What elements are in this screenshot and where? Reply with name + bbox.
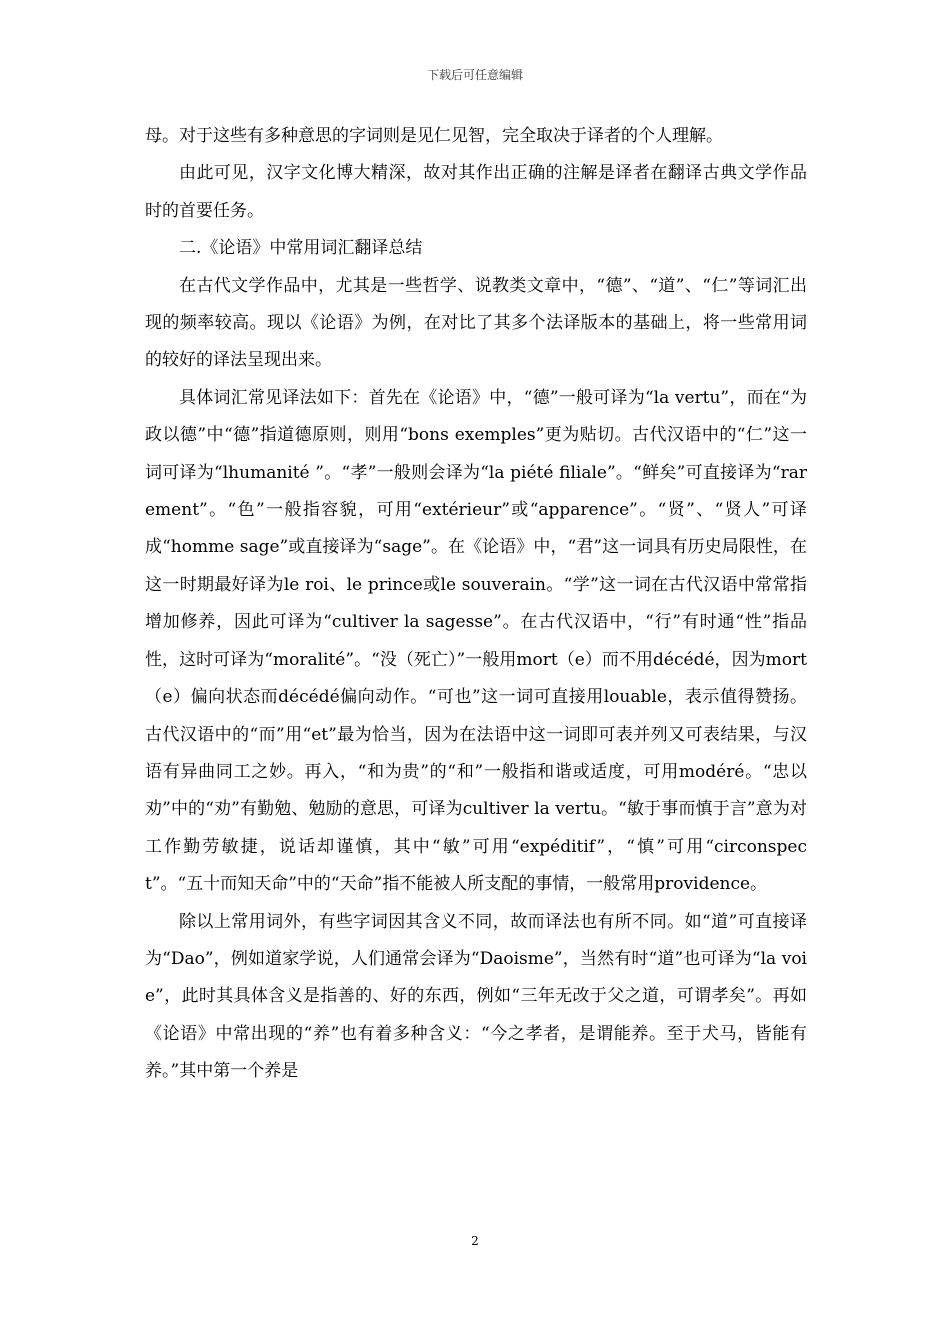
paragraph-variants: 除以上常用词外，有些字词因其含义不同，故而译法也有所不同。如“道”可直接译为“Dao”，例如道家学说，人们通常会译为“Daoisme”，当然有时“道”也可译为“la voie”，此时其具体含义是指善的、好的东西，例如“三年无改于父之道，可谓孝矣”。再如《论语》中常出现的“养”也有着多种含义：“今之孝者，是谓能养。至于犬马，皆能有养。”其中第一个养是 bbox=[145, 911, 807, 1082]
page-number: 2 bbox=[471, 1234, 479, 1248]
paragraph-conclusion: 由此可见，汉字文化博大精深，故对其作出正确的注解是译者在翻译古典文学作品时的首要任务。 bbox=[145, 163, 807, 221]
page-header: 下载后可任意编辑 bbox=[426, 68, 523, 82]
document-body bbox=[145, 118, 807, 1091]
paragraph-continuation: 母。对于这些有多种意思的字词则是见仁见智，完全取决于译者的个人理解。 bbox=[145, 126, 723, 146]
paragraph-vocabulary: 具体词汇常见译法如下：首先在《论语》中，“德”一般可译为“la vertu”，而在“为政以德”中“德”指道德原则，则用“bons exemples”更为贴切。古代汉语中的“仁”这一词可译为“lhumanité ”。“孝”一般则会译为“la piété filiale”。“鲜矣”可直接译为“rarement”。“色”一般指容貌，可用“extérieur”或“apparence”。“贤”、“贤人”可译成“homme sage”或直接译为“sage”。在《论语》中，“君”这一词具有历史局限性，在这一时期最好译为le roi、le prince或le souverain。“学”这一词在古代汉语中常常指增加修养，因此可译为“cultiver la sagesse”。在古代汉语中，“行”有时通“性”指品性，这时可译为“moralité”。“没（死亡）”一般用mort（e）而不用décédé，因为mort（e）偏向状态而décédé偏向动作。“可也”这一词可直接用louable，表示值得赞扬。古代汉语中的“而”用“et”最为恰当，因为在法语中这一词即可表并列又可表结果，与汉语有异曲同工之妙。再入，“和为贵”的“和”一般指和谐或适度，可用modéré。“忠以劝”中的“劝”有勤勉、勉励的意思，可译为cultiver la vertu。“敏于事而慎于言”意为对工作勤劳敏捷，说话却谨慎，其中“敏”可用“expéditif”，“慎”可用“circonspect”。“五十而知天命”中的“天命”指不能被人所支配的事情，一般常用providence。 bbox=[145, 387, 807, 895]
paragraph-intro: 在古代文学作品中，尤其是一些哲学、说教类文章中，“德”、“道”、“仁”等词汇出现的频率较高。现以《论语》为例，在对比了其多个法译版本的基础上，将一些常用词的较好的译法呈现出来。 bbox=[145, 275, 807, 371]
section-heading: 二.《论语》中常用词汇翻译总结 bbox=[179, 238, 423, 259]
